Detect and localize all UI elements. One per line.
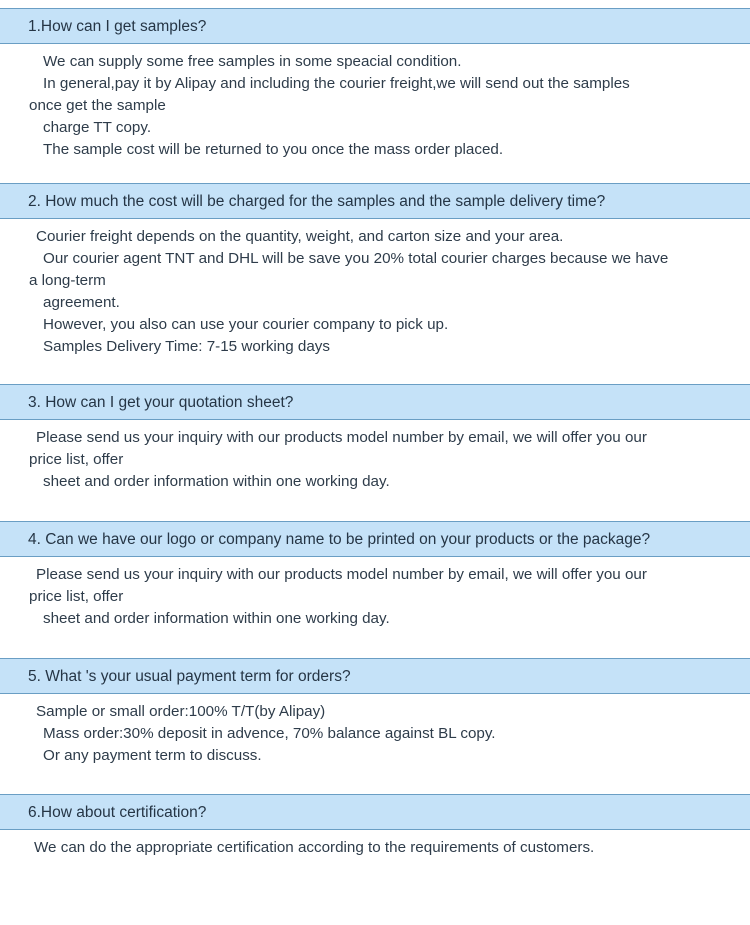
faq-item-1 — [0, 8, 750, 161]
faq-answer — [0, 219, 750, 358]
faq-answer-line: price list, offer — [29, 588, 124, 605]
faq-answer-line: a long-term — [29, 272, 106, 289]
faq-answer-line: We can supply some free samples in some speacial condition. — [43, 53, 462, 70]
faq-answer — [0, 557, 750, 630]
faq-answer-line: once get the sample — [29, 97, 166, 114]
faq-question-text: 5. What 's your usual payment term for orders? — [28, 668, 351, 685]
faq-question-bar — [0, 521, 750, 557]
faq-answer-line: sheet and order information within one working day. — [43, 610, 390, 627]
faq-answer-line: agreement. — [43, 294, 120, 311]
faq-answer-line: Sample or small order:100% T/T(by Alipay) — [36, 703, 326, 720]
faq-answer-line: Samples Delivery Time: 7-15 working days — [43, 338, 330, 355]
faq-answer-line: However, you also can use your courier company to pick up. — [43, 316, 449, 333]
faq-answer — [0, 694, 750, 767]
faq-answer — [0, 830, 750, 859]
faq-item-3 — [0, 384, 750, 493]
faq-answer-line: Courier freight depends on the quantity, weight, and carton size and your area. — [36, 228, 564, 245]
faq-question-text: 6.How about certification? — [28, 804, 207, 821]
faq-answer-line: We can do the appropriate certification according to the requirements of customers. — [34, 839, 595, 856]
faq-question-text: 3. How can I get your quotation sheet? — [28, 394, 294, 411]
faq-question-bar — [0, 794, 750, 830]
faq-answer — [0, 44, 750, 161]
faq-question-text: 4. Can we have our logo or company name to be printed on your products or the package? — [28, 531, 651, 548]
faq-answer-line: charge TT copy. — [43, 119, 152, 136]
faq-question-text: 2. How much the cost will be charged for the samples and the sample delivery time? — [28, 193, 606, 210]
faq-question-bar — [0, 658, 750, 694]
faq-answer-line: Or any payment term to discuss. — [43, 747, 262, 764]
faq-answer-line: sheet and order information within one working day. — [43, 473, 390, 490]
faq-question-bar — [0, 384, 750, 420]
faq-item-5 — [0, 658, 750, 767]
faq-answer-line: Please send us your inquiry with our products model number by email, we will offer you our — [36, 429, 647, 446]
faq-item-6 — [0, 794, 750, 859]
faq-answer-line: Please send us your inquiry with our products model number by email, we will offer you our — [36, 566, 647, 583]
faq-answer-line: The sample cost will be returned to you once the mass order placed. — [43, 141, 504, 158]
faq-answer-line: Mass order:30% deposit in advence, 70% balance against BL copy. — [43, 725, 496, 742]
faq-answer — [0, 420, 750, 493]
faq-answer-line: price list, offer — [29, 451, 124, 468]
faq-item-2 — [0, 183, 750, 358]
faq-answer-line: In general,pay it by Alipay and including the courier freight,we will send out the samples — [43, 75, 630, 92]
faq-question-bar — [0, 183, 750, 219]
faq-item-4 — [0, 521, 750, 630]
faq-question-text: 1.How can I get samples? — [28, 18, 207, 35]
faq-question-bar — [0, 8, 750, 44]
faq-answer-line: Our courier agent TNT and DHL will be save you 20% total courier charges because we have — [43, 250, 669, 267]
